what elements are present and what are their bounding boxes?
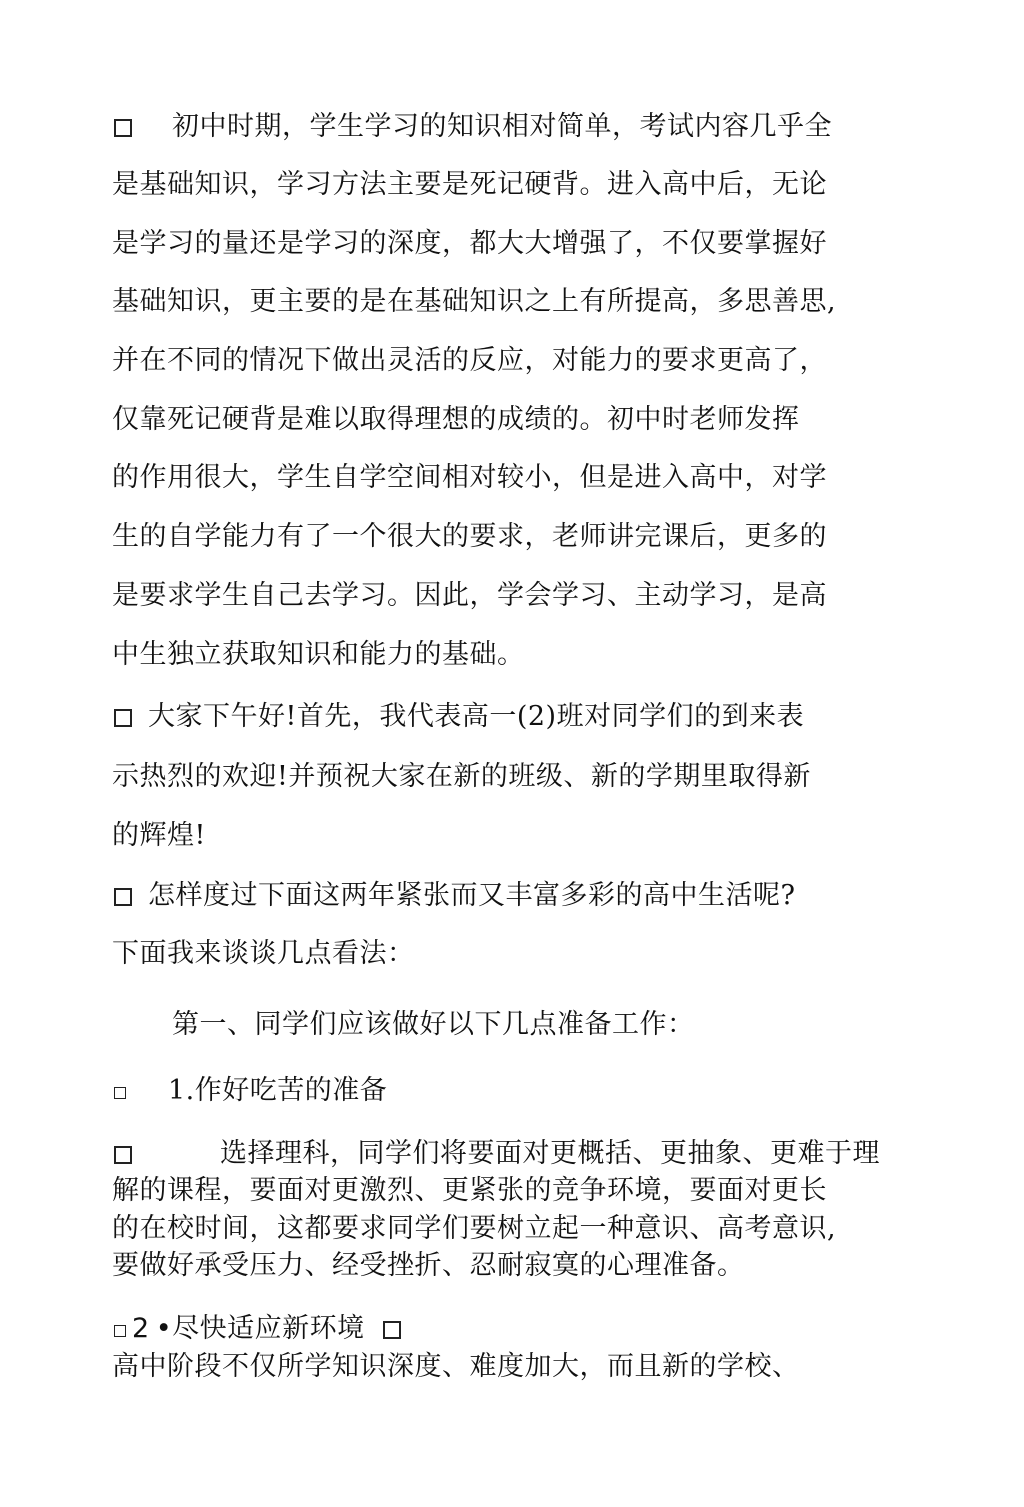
list-item-2-number: 2 bbox=[132, 1313, 150, 1344]
paragraph-1-line-4: 基础知识，更主要的是在基础知识之上有所提高，多思善思, bbox=[112, 286, 837, 317]
paragraph-1-line-8: 生的自学能力有了一个很大的要求，老师讲完课后，更多的 bbox=[112, 521, 827, 552]
list-item-1: 1.作好吃苦的准备 bbox=[114, 1074, 387, 1108]
paragraph-2-line-1: 大家下午好!首先，我代表高一(2)班对同学们的到来表 bbox=[114, 700, 804, 734]
empty-square-icon bbox=[114, 888, 132, 906]
empty-square-icon bbox=[383, 1321, 401, 1339]
paragraph-5-line-1: 高中阶段不仅所学知识深度、难度加大，而且新的学校、 bbox=[112, 1351, 800, 1382]
list-item-2-label: 尽快适应新环境 bbox=[172, 1313, 365, 1344]
empty-square-icon bbox=[114, 119, 132, 137]
paragraph-1-line-1: 初中时期，学生学习的知识相对简单，考试内容几乎全 bbox=[114, 110, 832, 144]
paragraph-4-line-1: 选择理科，同学们将要面对更概括、更抽象、更难于理 bbox=[114, 1137, 880, 1171]
paragraph-1-line-10: 中生独立获取知识和能力的基础。 bbox=[112, 639, 525, 670]
paragraph-1-line-9: 是要求学生自己去学习。因此，学会学习、主动学习，是高 bbox=[112, 580, 827, 611]
paragraph-3-line-2: 下面我来谈谈几点看法： bbox=[112, 938, 415, 969]
section-heading-first: 第一、同学们应该做好以下几点准备工作： bbox=[172, 1009, 695, 1040]
paragraph-4-line-4: 要做好承受压力、经受挫折、忍耐寂寞的心理准备。 bbox=[112, 1250, 745, 1281]
bullet-icon: • bbox=[155, 1313, 173, 1344]
paragraph-4-line-3: 的在校时间，这都要求同学们要树立起一种意识、高考意识, bbox=[112, 1213, 837, 1244]
paragraph-1-line-7: 的作用很大，学生自学空间相对较小，但是进入高中，对学 bbox=[112, 462, 827, 493]
paragraph-4-line-2: 解的课程，要面对更激烈、更紧张的竞争环境，要面对更长 bbox=[112, 1175, 827, 1206]
empty-square-icon bbox=[114, 1325, 126, 1337]
list-item-2 bbox=[114, 1312, 411, 1346]
empty-square-icon bbox=[114, 1146, 132, 1164]
paragraph-1-line-6: 仅靠死记硬背是难以取得理想的成绩的。初中时老师发挥 bbox=[112, 404, 800, 435]
empty-square-icon bbox=[114, 1087, 126, 1099]
paragraph-1-line-3: 是学习的量还是学习的深度，都大大增强了，不仅要掌握好 bbox=[112, 228, 827, 259]
paragraph-2-line-3: 的辉煌! bbox=[112, 820, 206, 851]
paragraph-3-line-1: 怎样度过下面这两年紧张而又丰富多彩的高中生活呢? bbox=[114, 879, 795, 913]
paragraph-2-line-2: 示热烈的欢迎!并预祝大家在新的班级、新的学期里取得新 bbox=[112, 761, 811, 792]
empty-square-icon bbox=[114, 709, 132, 727]
paragraph-1-line-2: 是基础知识，学习方法主要是死记硬背。进入高中后，无论 bbox=[112, 169, 827, 200]
paragraph-1-line-5: 并在不同的情况下做出灵活的反应，对能力的要求更高了， bbox=[112, 345, 827, 376]
